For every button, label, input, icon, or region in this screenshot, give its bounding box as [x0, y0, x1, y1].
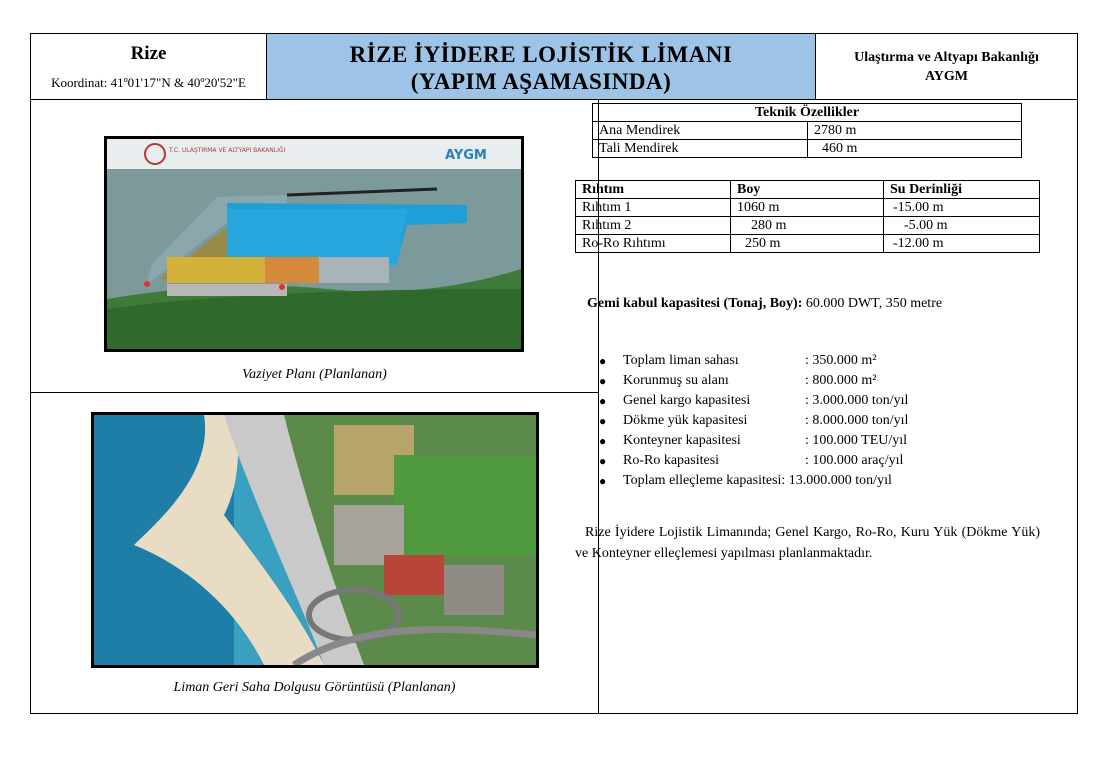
stat-value: : 100.000 araç/yıl: [805, 453, 904, 468]
stat-label: Genel kargo kapasitesi: [623, 393, 751, 408]
table-cell: -12.00 m: [884, 235, 1040, 253]
table-cell: Ro-Ro Rıhtımı: [576, 235, 731, 253]
table-cell: 2780 m: [808, 122, 1022, 140]
bullet-icon: ●: [599, 454, 607, 468]
table-cell: 1060 m: [731, 199, 884, 217]
site-plan-graphic: [107, 139, 521, 349]
ship-capacity: [587, 296, 942, 312]
bullet-icon: ●: [599, 374, 607, 388]
aerial-photo-graphic: [94, 415, 536, 665]
table-row: [593, 140, 1022, 158]
table-row: [593, 122, 1022, 140]
ministry-name: Ulaştırma ve Altyapı Bakanlığı: [854, 50, 1039, 65]
header-ministry: [816, 34, 1077, 100]
list-item: [599, 391, 908, 411]
table-cell: Rıhtım 2: [576, 217, 731, 235]
table-cell: Rıhtım 1: [576, 199, 731, 217]
table-cell: Tali Mendirek: [593, 140, 808, 158]
table-cell: 280 m: [731, 217, 884, 235]
bullet-icon: ●: [599, 414, 607, 428]
stat-value: : 350.000 m²: [805, 353, 877, 368]
list-item: [599, 411, 908, 431]
stat-label: Ro-Ro kapasitesi: [623, 453, 720, 468]
stat-value: : 100.000 TEU/yıl: [805, 433, 908, 448]
title-line-1: RİZE İYİDERE LOJİSTİK LİMANI: [349, 42, 733, 67]
photo-caption: Liman Geri Saha Dolgusu Görüntüsü (Planlanan): [173, 680, 456, 695]
quay-table: [575, 180, 1040, 253]
table-row: [576, 217, 1040, 235]
table-cell: -15.00 m: [884, 199, 1040, 217]
row-divider: [31, 392, 598, 393]
table-row: [576, 181, 1040, 199]
stat-value: : 8.000.000 ton/yıl: [805, 413, 909, 428]
table-cell: 460 m: [808, 140, 1022, 158]
stat-value: : 3.000.000 ton/yıl: [805, 393, 909, 408]
coordinates: Koordinat: 41º01'17"N & 40º20'52"E: [51, 75, 246, 90]
list-item: [599, 371, 908, 391]
bullet-icon: ●: [599, 394, 607, 408]
bullet-icon: ●: [599, 354, 607, 368]
stat-value: : 800.000 m²: [805, 373, 877, 388]
plan-logo-left: T.C. ULAŞTIRMA VE ALTYAPI BAKANLIĞI: [169, 147, 286, 154]
list-item: [599, 431, 908, 451]
header-title: [267, 34, 816, 100]
site-plan-image: [104, 136, 524, 352]
header-location: [31, 34, 267, 100]
description-paragraph: Rize İyidere Lojistik Limanında; Genel Kargo, Ro-Ro, Kuru Yük (Dökme Yük) ve Konteyner elleçlemesi yapılması planlanmaktadır.: [575, 525, 1040, 561]
table-cell: -5.00 m: [884, 217, 1040, 235]
bullet-icon: ●: [599, 434, 607, 448]
aerial-photo-image: [91, 412, 539, 668]
list-item: [599, 471, 908, 491]
stat-label: Konteyner kapasitesi: [623, 433, 741, 448]
technical-table-title: Teknik Özellikler: [593, 104, 1022, 122]
table-cell: 250 m: [731, 235, 884, 253]
plan-caption: Vaziyet Planı (Planlanan): [242, 367, 387, 382]
table-row: [576, 199, 1040, 217]
table-header: Boy: [731, 181, 884, 199]
list-item: [599, 351, 908, 371]
table-row: [576, 235, 1040, 253]
stat-label: Toplam elleçleme kapasitesi: [623, 473, 782, 488]
technical-table: [592, 103, 1022, 158]
list-item: [599, 451, 908, 471]
capacity-label: Gemi kabul kapasitesi (Tonaj, Boy):: [587, 296, 803, 311]
stat-value: : 13.000.000 ton/yıl: [781, 473, 892, 488]
ministry-unit: AYGM: [924, 69, 969, 84]
table-header: Rıhtım: [576, 181, 731, 199]
stat-label: Dökme yük kapasitesi: [623, 413, 748, 428]
port-stats-list: [599, 351, 908, 491]
bullet-icon: ●: [599, 474, 607, 488]
stat-label: Korunmuş su alanı: [623, 373, 729, 388]
stat-label: Toplam liman sahası: [623, 353, 739, 368]
table-cell: Ana Mendirek: [593, 122, 808, 140]
plan-logo-right: AYGM: [445, 148, 487, 163]
title-line-2: (YAPIM AŞAMASINDA): [410, 69, 672, 94]
table-header: Su Derinliği: [884, 181, 1040, 199]
city-name: Rize: [130, 43, 167, 64]
capacity-value: 60.000 DWT, 350 metre: [805, 296, 943, 311]
table-row: [593, 104, 1022, 122]
